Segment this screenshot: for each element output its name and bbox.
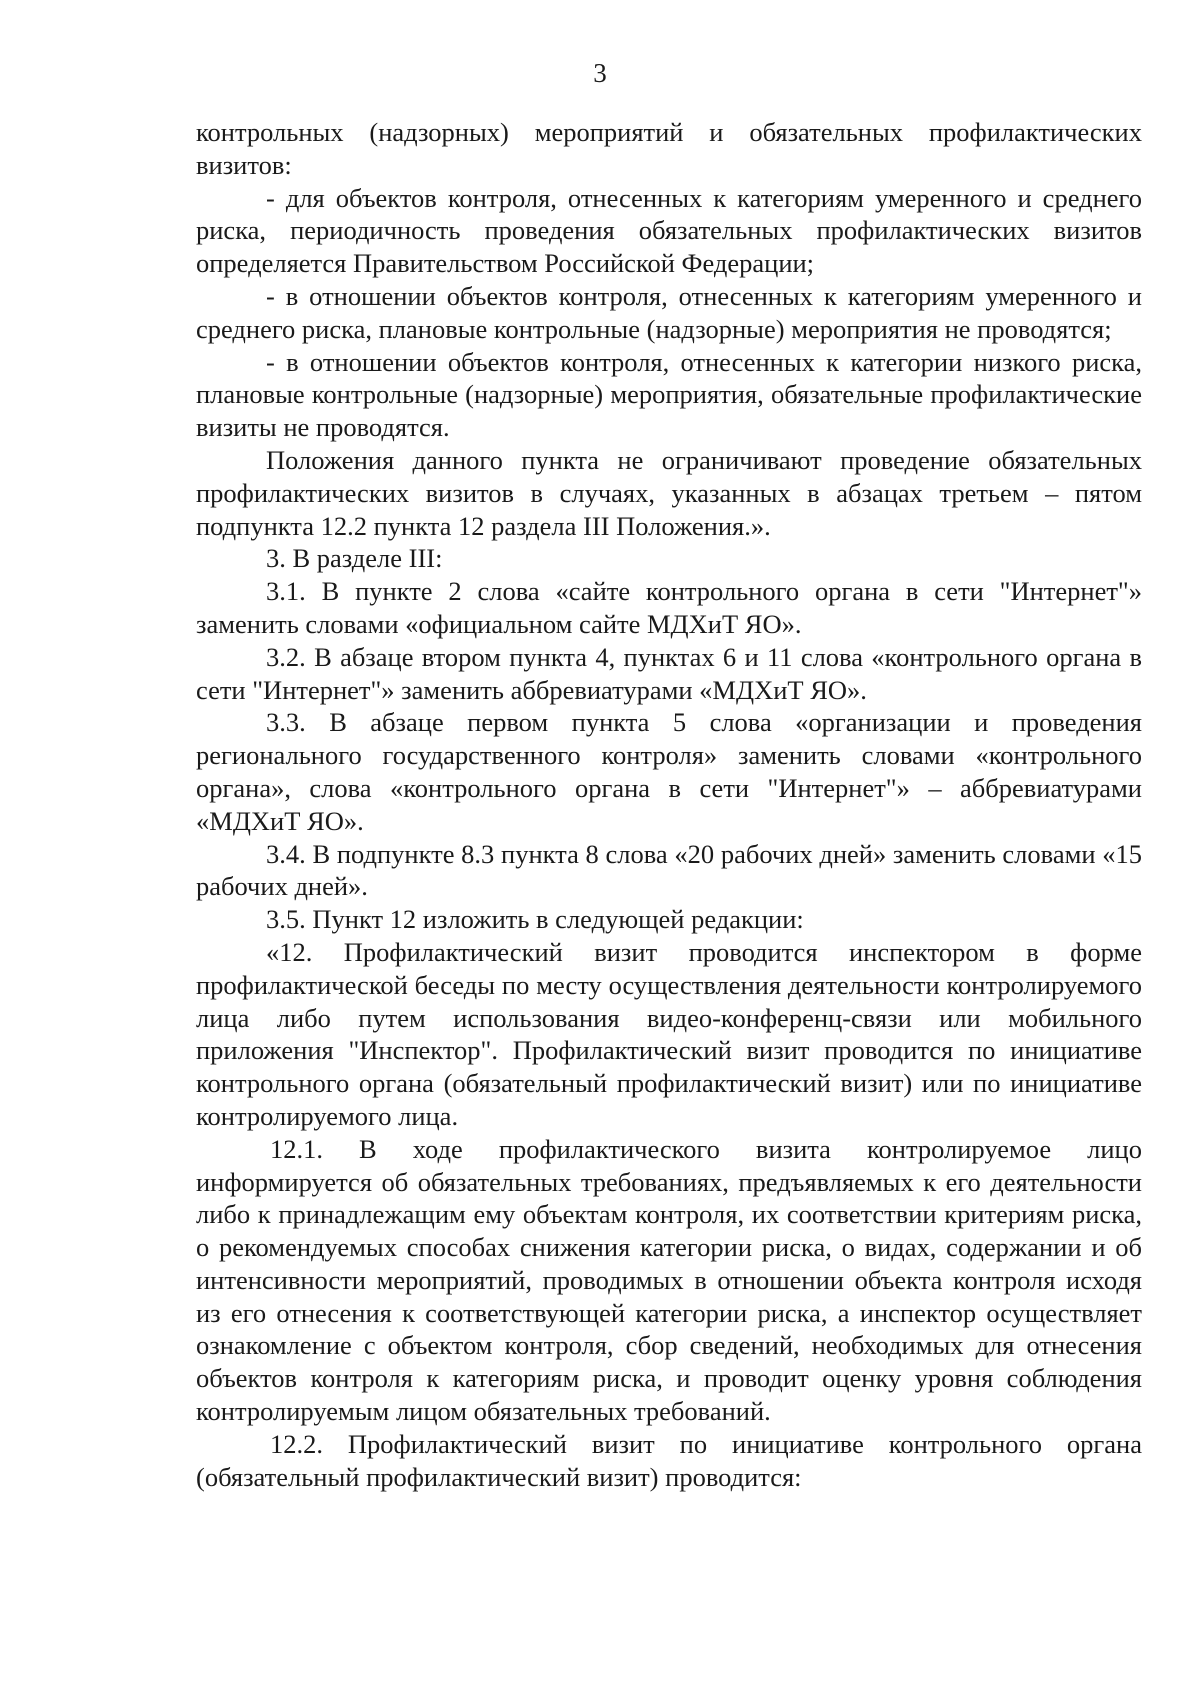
paragraph-provisions: Положения данного пункта не ограничивают проведение обязательных профилактических визитов в случаях, указанных в абзацах третьем – пятом подпункта 12.2 пункта 12 раздела III Положения.». (196, 444, 1142, 541)
clause-12-1: 12.1. В ходе профилактического визита контролируемое лицо информируется об обязательных требованиях, предъявляемых к его деятельности либо к принадлежащим ему объектам контроля, их соответствии критериям риска, о рекомендуемых способах снижения категории риска, о видах, содержании и об интенсивности мероприятий, проводимых в отношении объекта контроля исходя из его отнесения к соответствующей категории риска, а инспектор осуществляет ознакомление с объектом контроля, сбор сведений, необходимых для отнесения объектов контроля к категориям риска, и проводит оценку уровня соблюдения контролируемым лицом обязательных требований. (196, 1133, 1142, 1427)
list-item-moderate-risk-planned: - в отношении объектов контроля, отнесенных к категориям умеренного и среднего риска, плановые контрольные (надзорные) мероприятия не проводятся; (196, 280, 1142, 344)
clause-3-4: 3.4. В подпункте 8.3 пункта 8 слова «20 рабочих дней» заменить словами «15 рабочих дней». (196, 838, 1142, 902)
clause-3-2: 3.2. В абзаце втором пункта 4, пунктах 6 и 11 слова «контрольного органа в сети "Интернет"» заменить аббревиатурами «МДХиТ ЯО». (196, 641, 1142, 705)
list-item-moderate-risk-frequency: - для объектов контроля, отнесенных к категориям умеренного и среднего риска, периодичность проведения обязательных профилактических визитов определяется Правительством Российской Федерации; (196, 182, 1142, 279)
list-item-low-risk: - в отношении объектов контроля, отнесенных к категории низкого риска, плановые контрольные (надзорные) мероприятия, обязательные профилактические визиты не проводятся. (196, 346, 1142, 443)
clause-12-2: 12.2. Профилактический визит по инициативе контрольного органа (обязательный профилактический визит) проводится: (196, 1428, 1142, 1492)
clause-3-5: 3.5. Пункт 12 изложить в следующей редакции: (266, 904, 804, 935)
document-body (196, 116, 1142, 1493)
page-number: 3 (593, 58, 607, 88)
clause-12: «12. Профилактический визит проводится инспектором в форме профилактической беседы по месту осуществления деятельности контролируемого лица либо путем использования видео-конференц-связи или мобильного приложения "Инспектор". Профилактический визит проводится по инициативе контрольного органа (обязательный профилактический визит) или по инициативе контролируемого лица. (196, 936, 1142, 1131)
clause-3-1: 3.1. В пункте 2 слова «сайте контрольного органа в сети "Интернет"» заменить словами «официальном сайте МДХиТ ЯО». (196, 576, 1142, 639)
clause-3-3: 3.3. В абзаце первом пункта 5 слова «организации и проведения регионального государственного контроля» заменить словами «контрольного органа», слова «контрольного органа в сети "Интернет"» – аббревиатурами «МДХиТ ЯО». (196, 707, 1142, 836)
paragraph-continuation: контрольных (надзорных) мероприятий и обязательных профилактических визитов: (196, 117, 1142, 180)
section-3-heading: 3. В разделе III: (266, 543, 443, 574)
